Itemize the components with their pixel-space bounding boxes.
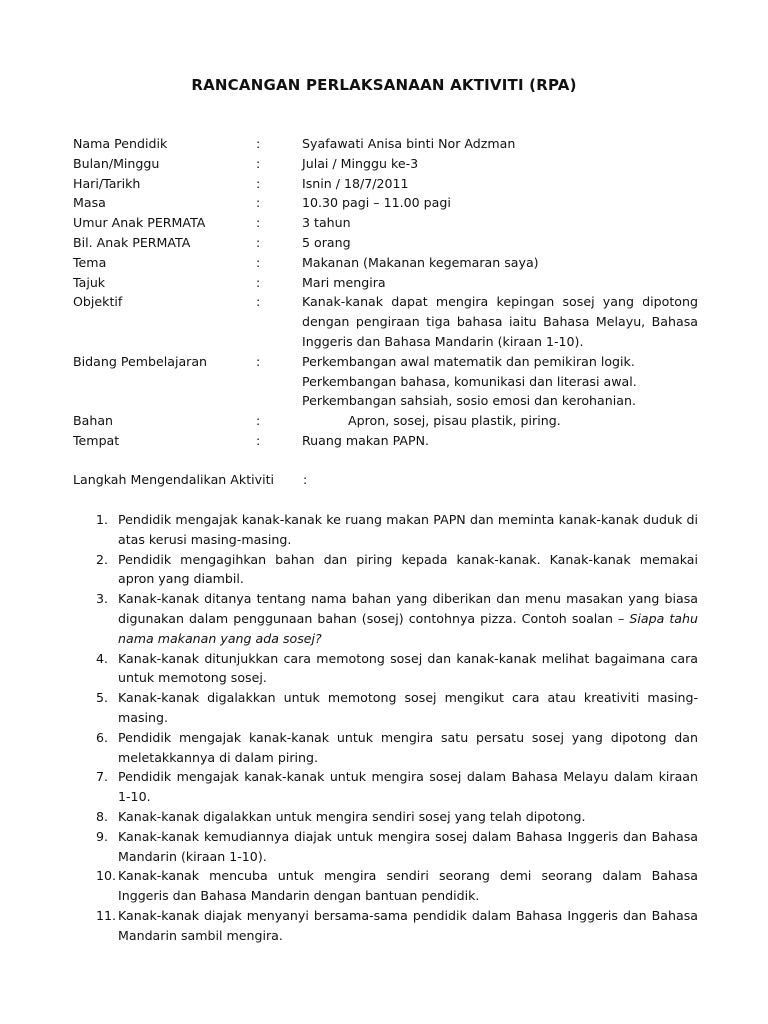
list-item [96, 510, 698, 550]
step-number: 3. [96, 591, 109, 607]
list-item [96, 728, 698, 768]
bidang-item: Perkembangan awal matematik dan pemikiran logik. [302, 353, 635, 369]
tajuk-label: Tajuk [73, 274, 106, 290]
step-text: Kanak-kanak mencuba untuk mengira sendiri seorang demi seorang dalam Bahasa Inggeris dan Bahasa Mandarin dengan bantuan pendidik. [118, 868, 698, 904]
masa-label: Masa [73, 195, 106, 211]
step-number: 8. [96, 808, 109, 824]
step-number: 4. [96, 650, 109, 666]
list-item [96, 807, 698, 827]
info-row-bidang [73, 352, 698, 411]
list-item [96, 906, 698, 946]
info-row-bulan [73, 154, 698, 174]
colon: : [256, 136, 261, 151]
step-text: Kanak-kanak digalakkan untuk mengira sendiri sosej yang telah dipotong. [118, 808, 586, 824]
step-text: Pendidik mengajak kanak-kanak untuk mengira sosej dalam Bahasa Melayu dalam kiraan 1-10. [118, 769, 698, 805]
colon: : [256, 413, 261, 429]
masa-value: 10.30 pagi – 11.00 pagi [302, 195, 451, 211]
colon: : [256, 155, 261, 171]
step-text: Kanak-kanak digalakkan untuk memotong sosej mengikut cara atau kreativiti masing-masing. [118, 690, 698, 725]
info-row-nama [73, 134, 698, 154]
tajuk-value: Mari mengira [302, 274, 386, 290]
step-text: Pendidik mengajak kanak-kanak untuk mengira satu persatu sosej yang dipotong dan meletakkannya di dalam piring. [118, 729, 698, 765]
umur-label: Umur Anak PERMATA [73, 215, 206, 231]
list-item [96, 866, 698, 906]
bulan-label: Bulan/Minggu [73, 155, 160, 171]
colon: : [256, 254, 261, 270]
colon: : [256, 175, 261, 191]
info-row-bahan [73, 411, 698, 431]
langkah-label: Langkah Mengendalikan Aktiviti [73, 472, 275, 487]
hari-label: Hari/Tarikh [73, 175, 141, 191]
list-item [96, 767, 698, 807]
colon: : [256, 294, 261, 310]
colon: : [256, 234, 261, 250]
info-row-masa [73, 193, 698, 213]
objektif-value: Kanak-kanak dapat mengira kepingan sosej yang dipotong dengan pengiraan tiga bahasa iaitu Bahasa Melayu, Bahasa Inggeris dan Bahasa Mandarin (kiraan 1-10). [302, 294, 698, 349]
umur-value: 3 tahun [302, 215, 351, 231]
colon: : [303, 472, 308, 487]
bidang-value [302, 352, 698, 411]
langkah-heading [73, 470, 307, 490]
step-number: 7. [96, 769, 109, 785]
bidang-item: Perkembangan bahasa, komunikasi dan literasi awal. [302, 373, 637, 389]
info-row-hari [73, 174, 698, 194]
colon: : [256, 353, 261, 369]
info-row-tajuk [73, 273, 698, 293]
info-row-bil [73, 233, 698, 253]
step-number: 9. [96, 828, 109, 844]
objektif-label: Objektif [73, 294, 123, 310]
list-item [96, 589, 698, 648]
list-item [96, 550, 698, 590]
colon: : [256, 195, 261, 211]
list-item [96, 827, 698, 867]
nama-label: Nama Pendidik [73, 136, 168, 151]
tema-label: Tema [73, 254, 107, 270]
step-example-question: Siapa tahu nama makanan yang ada sosej? [118, 610, 698, 646]
tempat-value: Ruang makan PAPN. [302, 432, 430, 448]
step-number: 1. [96, 512, 109, 527]
info-table [73, 134, 698, 451]
bahan-value: Apron, sosej, pisau plastik, piring. [348, 413, 561, 429]
bil-label: Bil. Anak PERMATA [73, 234, 191, 250]
info-row-tema [73, 253, 698, 273]
step-number: 11. [96, 907, 117, 923]
step-number: 5. [96, 690, 109, 706]
list-item [96, 649, 698, 689]
step-number: 2. [96, 551, 109, 567]
hari-value: Isnin / 18/7/2011 [302, 175, 409, 191]
bulan-value: Julai / Minggu ke-3 [302, 155, 419, 171]
info-row-objektif [73, 292, 698, 351]
page-title: RANCANGAN PERLAKSANAAN AKTIVITI (RPA) [191, 76, 577, 94]
step-number: 6. [96, 729, 109, 745]
colon: : [256, 215, 261, 231]
tempat-label: Tempat [73, 432, 120, 448]
step-text: Kanak-kanak diajak menyanyi bersama-sama pendidik dalam Bahasa Inggeris dan Bahasa Mandarin sambil mengira. [118, 907, 698, 943]
step-text: Pendidik mengagihkan bahan dan piring kepada kanak-kanak. Kanak-kanak memakai apron yang diambil. [118, 551, 698, 587]
step-text: Kanak-kanak ditunjukkan cara memotong sosej dan kanak-kanak melihat bagaimana cara untuk memotong sosej. [118, 650, 698, 686]
bidang-label: Bidang Pembelajaran [73, 353, 208, 369]
step-number: 10. [96, 868, 117, 884]
steps-list [96, 510, 698, 946]
colon: : [256, 274, 261, 290]
bidang-item: Perkembangan sahsiah, sosio emosi dan kerohanian. [302, 393, 636, 409]
bil-value: 5 orang [302, 234, 351, 250]
tema-value: Makanan (Makanan kegemaran saya) [302, 254, 539, 270]
nama-value: Syafawati Anisa binti Nor Adzman [302, 136, 516, 151]
step-text: Kanak-kanak ditanya tentang nama bahan yang diberikan dan menu masakan yang biasa digunakan dalam penggunaan bahan (sosej) contohnya pizza. Contoh soalan – [118, 591, 698, 626]
step-text: Pendidik mengajak kanak-kanak ke ruang makan PAPN dan meminta kanak-kanak duduk di atas kerusi masing-masing. [118, 512, 698, 547]
info-row-tempat [73, 431, 698, 451]
info-row-umur [73, 213, 698, 233]
step-text-wrap [118, 589, 698, 648]
step-text: Kanak-kanak kemudiannya diajak untuk mengira sosej dalam Bahasa Inggeris dan Bahasa Mandarin (kiraan 1-10). [118, 828, 698, 864]
list-item [96, 688, 698, 728]
colon: : [256, 432, 261, 448]
bahan-label: Bahan [73, 413, 114, 429]
